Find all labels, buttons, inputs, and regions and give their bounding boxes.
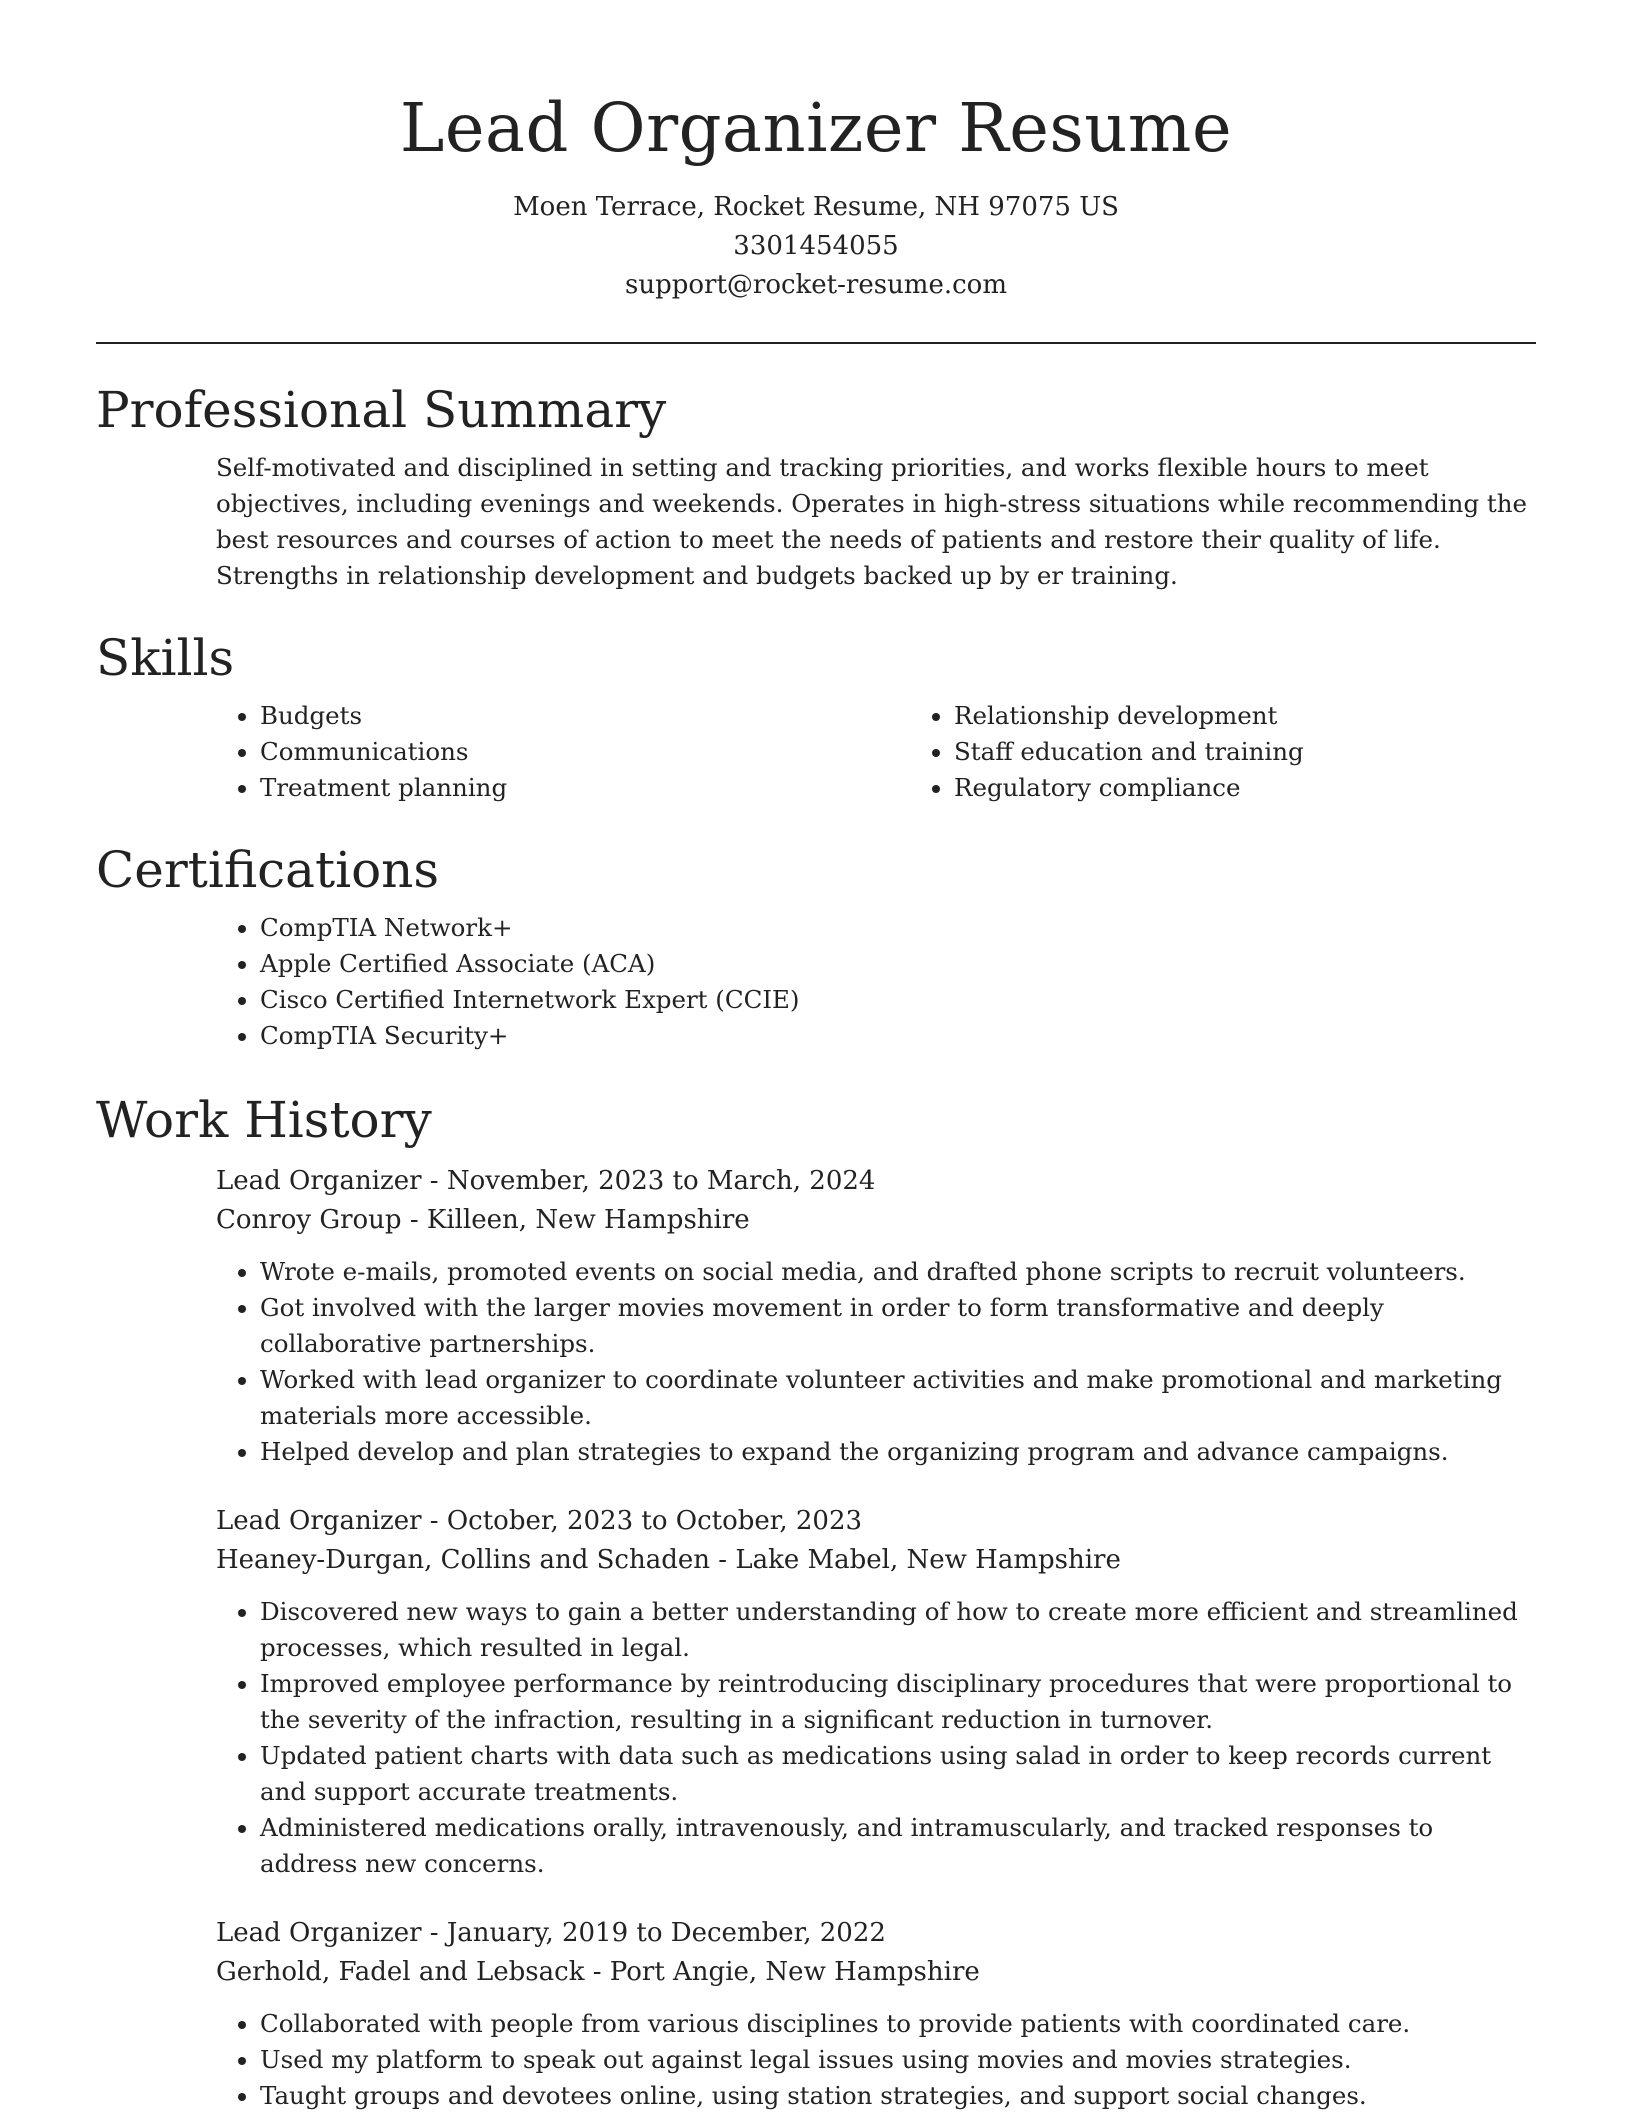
job-bullet: • Helped develop and plan strategies to expand the organizing program and advance campaigns. [260,1434,1536,1470]
skills-section [96,628,1536,806]
work-history-section [96,1090,1536,2114]
job-role: Lead Organizer [216,1506,422,1536]
job-separator: - [421,1166,447,1196]
job-company-line [216,1201,1536,1240]
skill-item: • Regulatory compliance [954,770,1304,806]
job-bullet: • Taught groups and devotees online, using station strategies, and support social changes. [260,2078,1536,2114]
job-role: Lead Organizer [216,1918,422,1948]
job-entry [96,1502,1536,1882]
job-company-line [216,1541,1536,1580]
job-role: Lead Organizer [216,1166,422,1196]
summary-text: Self-motivated and disciplined in setting and tracking priorities, and works flexible hours to meet objectives, including evenings and weekends. Operates in high-stress situations while recommending the best resources and courses of action to meet the needs of patients and restore their quality of life. Strengths in relationship development and budgets backed up by er training. [216,453,1528,590]
skills-grid [96,698,1536,806]
job-bullets [96,1254,1536,1470]
contact-phone: 3301454055 [733,231,899,261]
skill-item: • Budgets [260,698,910,734]
job-bullet: • Wrote e-mails, promoted events on social media, and drafted phone scripts to recruit volunteers. [260,1254,1536,1290]
job-bullets [96,1594,1536,1882]
job-bullet: • Discovered new ways to gain a better understanding of how to create more efficient and streamlined processes, which resulted in legal. [260,1594,1536,1666]
skills-column-left [96,698,910,806]
resume-title: Lead Organizer Resume [399,89,1233,167]
job-bullet: • Improved employee performance by reintroducing disciplinary procedures that were proportional to the severity of the infraction, resulting in a significant reduction in turnover. [260,1666,1536,1738]
job-dates: November, 2023 to March, 2024 [446,1166,876,1196]
job-location: Killeen, New Hampshire [426,1205,750,1235]
job-company-line [216,1953,1536,1992]
section-title-work-history: Work History [96,1091,432,1149]
job-separator: - [710,1545,736,1575]
certifications-section [96,840,1536,1054]
job-company: Gerhold, Fadel and Lebsack [216,1957,585,1987]
job-dates: January, 2019 to December, 2022 [446,1918,886,1948]
certifications-list [96,910,1536,1054]
job-title-line [216,1914,1536,1953]
job-bullet: • Administered medications orally, intravenously, and intramuscularly, and tracked responses to address new concerns. [260,1810,1536,1882]
job-bullets [96,2006,1536,2114]
section-title-certifications: Certifications [96,841,440,899]
summary-section [96,380,1536,594]
header-divider [96,342,1536,344]
skill-item: • Treatment planning [260,770,910,806]
skill-item: • Relationship development [954,698,1304,734]
certification-item: • Cisco Certified Internetwork Expert (CCIE) [260,982,1536,1018]
skill-item: • Communications [260,734,910,770]
job-separator: - [401,1205,427,1235]
job-title-line [216,1502,1536,1541]
job-bullet: • Worked with lead organizer to coordinate volunteer activities and make promotional and marketing materials more accessible. [260,1362,1536,1434]
job-separator: - [421,1506,447,1536]
certification-item: • CompTIA Security+ [260,1018,1536,1054]
section-title-summary: Professional Summary [96,381,667,439]
contact-email: support@rocket-resume.com [624,270,1007,300]
contact-address: Moen Terrace, Rocket Resume, NH 97075 US [513,192,1119,222]
job-bullet: • Collaborated with people from various disciplines to provide patients with coordinated care. [260,2006,1536,2042]
job-bullet: • Got involved with the larger movies movement in order to form transformative and deeply collaborative partnerships. [260,1290,1536,1362]
skills-column-right [910,698,1304,806]
job-company: Conroy Group [216,1205,402,1235]
resume-header [0,0,1632,305]
skill-item: • Staff education and training [954,734,1304,770]
job-location: Port Angie, New Hampshire [609,1957,980,1987]
section-title-skills: Skills [96,629,235,687]
job-separator: - [584,1957,610,1987]
job-company: Heaney-Durgan, Collins and Schaden [216,1545,710,1575]
certification-item: • CompTIA Network+ [260,910,1536,946]
job-dates: October, 2023 to October, 2023 [446,1506,863,1536]
job-entry [96,1914,1536,2114]
job-bullet: • Used my platform to speak out against legal issues using movies and movies strategies. [260,2042,1536,2078]
job-separator: - [421,1918,447,1948]
job-location: Lake Mabel, New Hampshire [735,1545,1121,1575]
job-entry [96,1162,1536,1470]
contact-block [0,188,1632,305]
job-bullet: • Updated patient charts with data such as medications using salad in order to keep records current and support accurate treatments. [260,1738,1536,1810]
job-title-line [216,1162,1536,1201]
certification-item: • Apple Certified Associate (ACA) [260,946,1536,982]
